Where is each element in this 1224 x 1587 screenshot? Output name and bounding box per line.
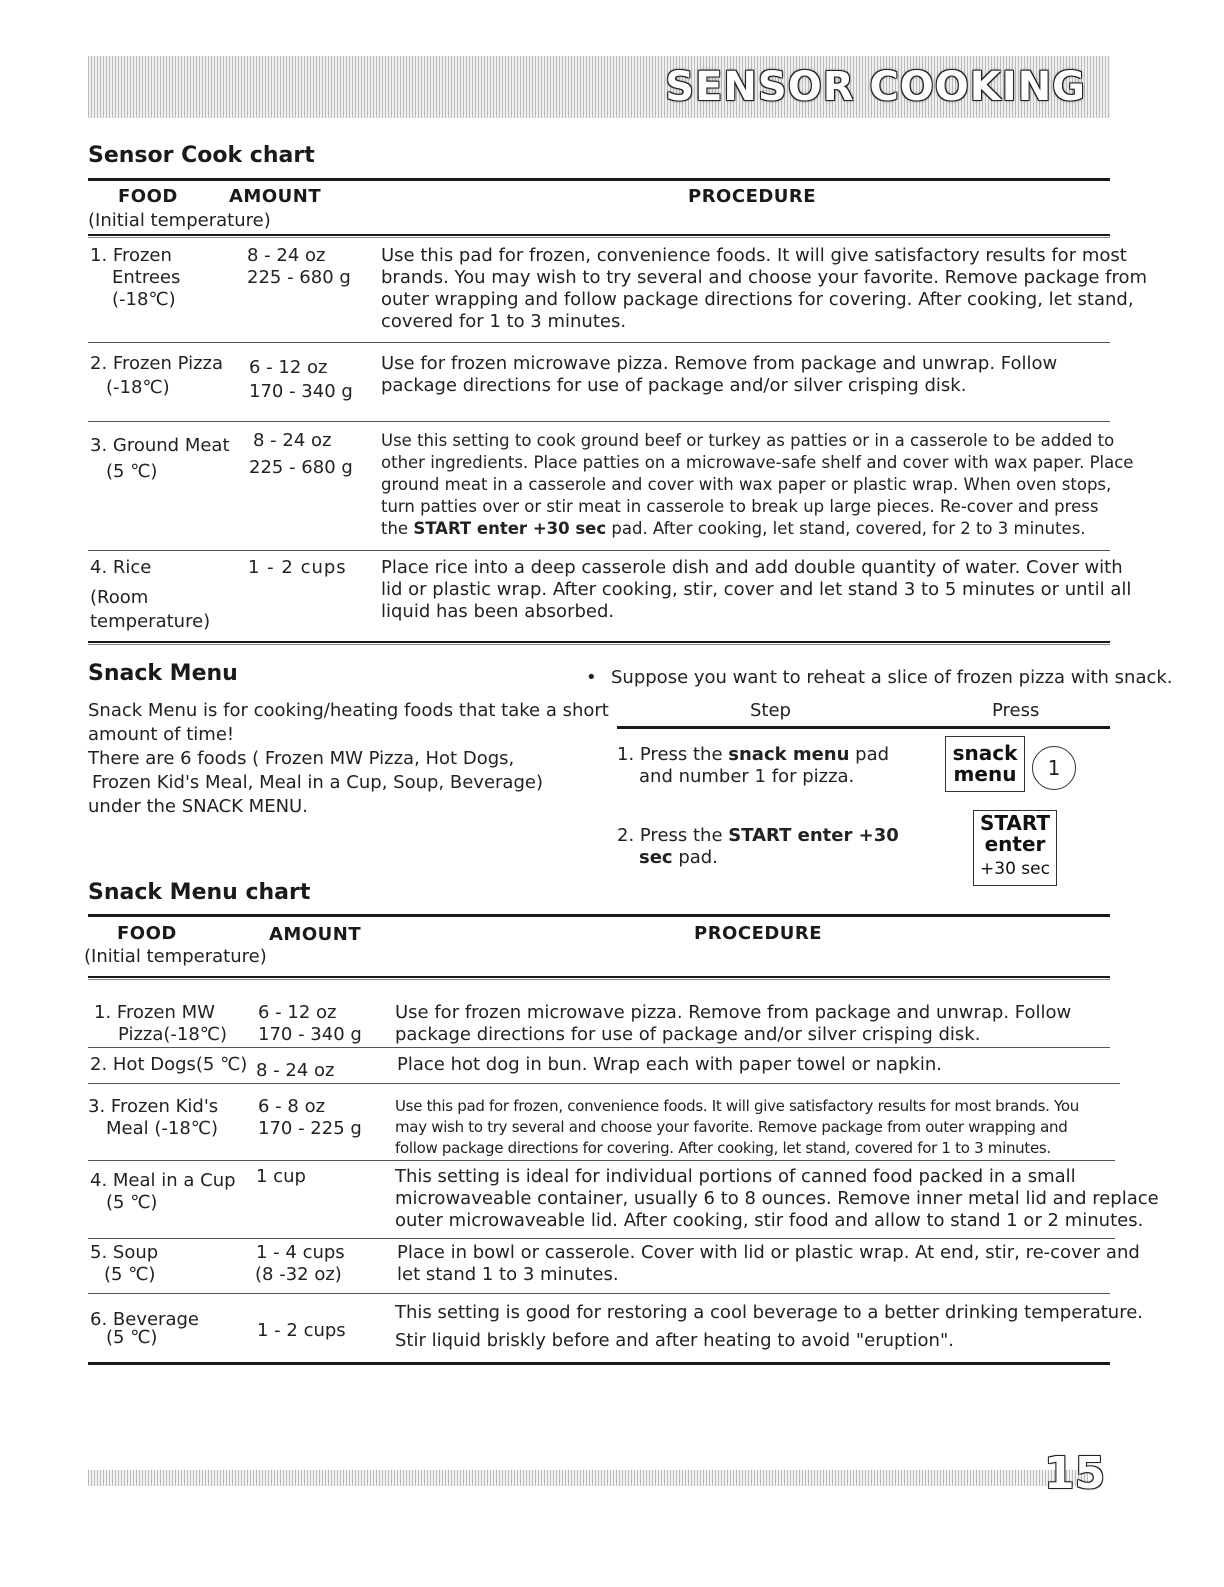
divider (88, 1362, 1110, 1365)
col-header-food: FOOD (118, 186, 178, 207)
snack-chart-title: Snack Menu chart (88, 880, 311, 905)
page-number: 15 (1044, 1448, 1106, 1499)
col-header-procedure: PROCEDURE (694, 923, 823, 944)
table-row-amount: 8 - 24 oz 225 - 680 g (249, 430, 353, 478)
table-row-food: 3. Frozen Kid's Meal (-18℃) (88, 1096, 219, 1139)
table-row-amount: 1 cup (256, 1166, 306, 1187)
col-header-amount: AMOUNT (229, 186, 322, 207)
divider (88, 550, 1110, 551)
table-row-amount: 1 - 2 cups (257, 1320, 346, 1341)
divider (88, 1083, 1120, 1084)
divider (88, 976, 1110, 980)
start-enter-pad-button[interactable]: START enter +30 sec (973, 810, 1057, 886)
table-row-food: 2. Frozen Pizza (-18℃) (90, 353, 223, 398)
example-step-1: 1. Press the snack menu pad and number 1 for pizza. (617, 744, 890, 787)
divider (88, 914, 1110, 917)
divider (88, 421, 1110, 422)
col-header-step: Step (750, 700, 791, 721)
divider (88, 342, 1110, 343)
table-row-procedure: This setting is good for restoring a cool beverage to a better drinking temperature. Stir liquid briskly before and after heating to avoid "eruption". (395, 1302, 1143, 1351)
table-row-procedure: Use this pad for frozen, convenience foods. It will give satisfactory results for most brands. You may wish to try several and choose your favorite. Remove package from outer wrapping and follow package directions for covering. After cooking, let stand, covered for 1 to 3 minutes. (395, 1097, 1079, 1157)
divider (617, 726, 1110, 729)
example-intro: Suppose you want to reheat a slice of frozen pizza with snack. (611, 667, 1173, 688)
divider (88, 178, 1110, 181)
table-row-amount: 8 - 24 oz 225 - 680 g (247, 245, 351, 288)
snack-menu-description: Snack Menu is for cooking/heating foods that take a short amount of time! There are 6 foods ( Frozen MW Pizza, Hot Dogs, Frozen Kid's Meal, Meal in a Cup, Soup, Beverage) under the SNACK MENU. (88, 700, 609, 817)
table-row-procedure: Use for frozen microwave pizza. Remove from package and unwrap. Follow package directions for use of package and/or silver crisping disk. (395, 1002, 1072, 1045)
table-row-amount: 8 - 24 oz (256, 1060, 335, 1081)
table-row-food: 1. Frozen Entrees (-18℃) (90, 245, 181, 310)
divider (88, 641, 1110, 645)
table-row-procedure: This setting is ideal for individual portions of canned food packed in a small microwaveable container, usually 6 to 8 ounces. Remove inner metal lid and replace outer microwaveable lid. After cooking, stir food and allow to stand 1 or 2 minutes. (395, 1166, 1159, 1231)
col-subheader: (Initial temperature) (84, 946, 267, 967)
table-row-food: 5. Soup (5 ℃) (90, 1242, 159, 1285)
table-row-amount: 1 - 4 cups (8 -32 oz) (255, 1242, 345, 1285)
table-row-procedure: Place rice into a deep casserole dish and add double quantity of water. Cover with lid or plastic wrap. After cooking, stir, cover and let stand 3 to 5 minutes or until all liquid has been absorbed. (381, 557, 1132, 622)
table-row-food: 4. Rice (Room temperature) (90, 557, 211, 632)
table-row-food: 1. Frozen MW Pizza(-18℃) (94, 1002, 228, 1045)
col-header-press: Press (992, 700, 1040, 721)
col-header-procedure: PROCEDURE (688, 186, 817, 207)
table-row-food: 3. Ground Meat (5 ℃) (90, 435, 230, 482)
table-row-procedure: Use this pad for frozen, convenience foods. It will give satisfactory results for most brands. You may wish to try several and choose your favorite. Remove package from outer wrapping and follow package directions for covering. After cooking, let stand, covered for 1 to 3 minutes. (381, 245, 1148, 332)
number-1-pad-button[interactable]: 1 (1032, 746, 1076, 790)
divider (88, 1238, 1115, 1239)
sensor-chart-title: Sensor Cook chart (88, 143, 315, 168)
example-step-2: 2. Press the START enter +30 sec pad. (617, 825, 899, 868)
table-row-procedure: Place in bowl or casserole. Cover with lid or plastic wrap. At end, stir, re-cover and let stand 1 to 3 minutes. (397, 1242, 1140, 1285)
page-title: SENSOR COOKING (665, 64, 1086, 110)
table-row-food: 4. Meal in a Cup (5 ℃) (90, 1170, 236, 1213)
table-row-procedure: Use this setting to cook ground beef or turkey as patties or in a casserole to be added to other ingredients. Place patties on a microwave-safe shelf and cover with wax paper. Place ground meat in a casserole and cover with wax paper or plastic wrap. When oven stops, turn patties over or stir meat in casserole to break up large pieces. Re-cover and press the START enter +30 sec pad. After cooking, let stand, covered, for 2 to 3 minutes. (381, 431, 1134, 538)
table-row-amount: 6 - 12 oz 170 - 340 g (249, 357, 353, 402)
table-row-food: 6. Beverage (5 ℃) (90, 1309, 199, 1348)
table-row-amount: 6 - 8 oz 170 - 225 g (258, 1096, 362, 1139)
divider (88, 1160, 1115, 1161)
table-row-amount: 1 - 2 cups (248, 557, 347, 578)
col-subheader: (Initial temperature) (88, 210, 271, 231)
divider (88, 1047, 1110, 1048)
table-row-amount: 6 - 12 oz 170 - 340 g (258, 1002, 362, 1045)
header-banner (88, 56, 1110, 118)
col-header-amount: AMOUNT (269, 924, 362, 945)
table-row-procedure: Use for frozen microwave pizza. Remove from package and unwrap. Follow package directions for use of package and/or silver crisping disk. (381, 353, 1058, 396)
snack-menu-title: Snack Menu (88, 661, 238, 686)
snack-menu-pad-button[interactable]: snack menu (945, 736, 1025, 792)
divider (88, 234, 1110, 238)
footer-bar (88, 1470, 1088, 1486)
divider (88, 1293, 1110, 1294)
table-row-food: 2. Hot Dogs(5 ℃) (90, 1054, 248, 1075)
example-bullet: • (586, 667, 597, 688)
col-header-food: FOOD (117, 923, 177, 944)
table-row-procedure: Place hot dog in bun. Wrap each with paper towel or napkin. (397, 1054, 943, 1075)
